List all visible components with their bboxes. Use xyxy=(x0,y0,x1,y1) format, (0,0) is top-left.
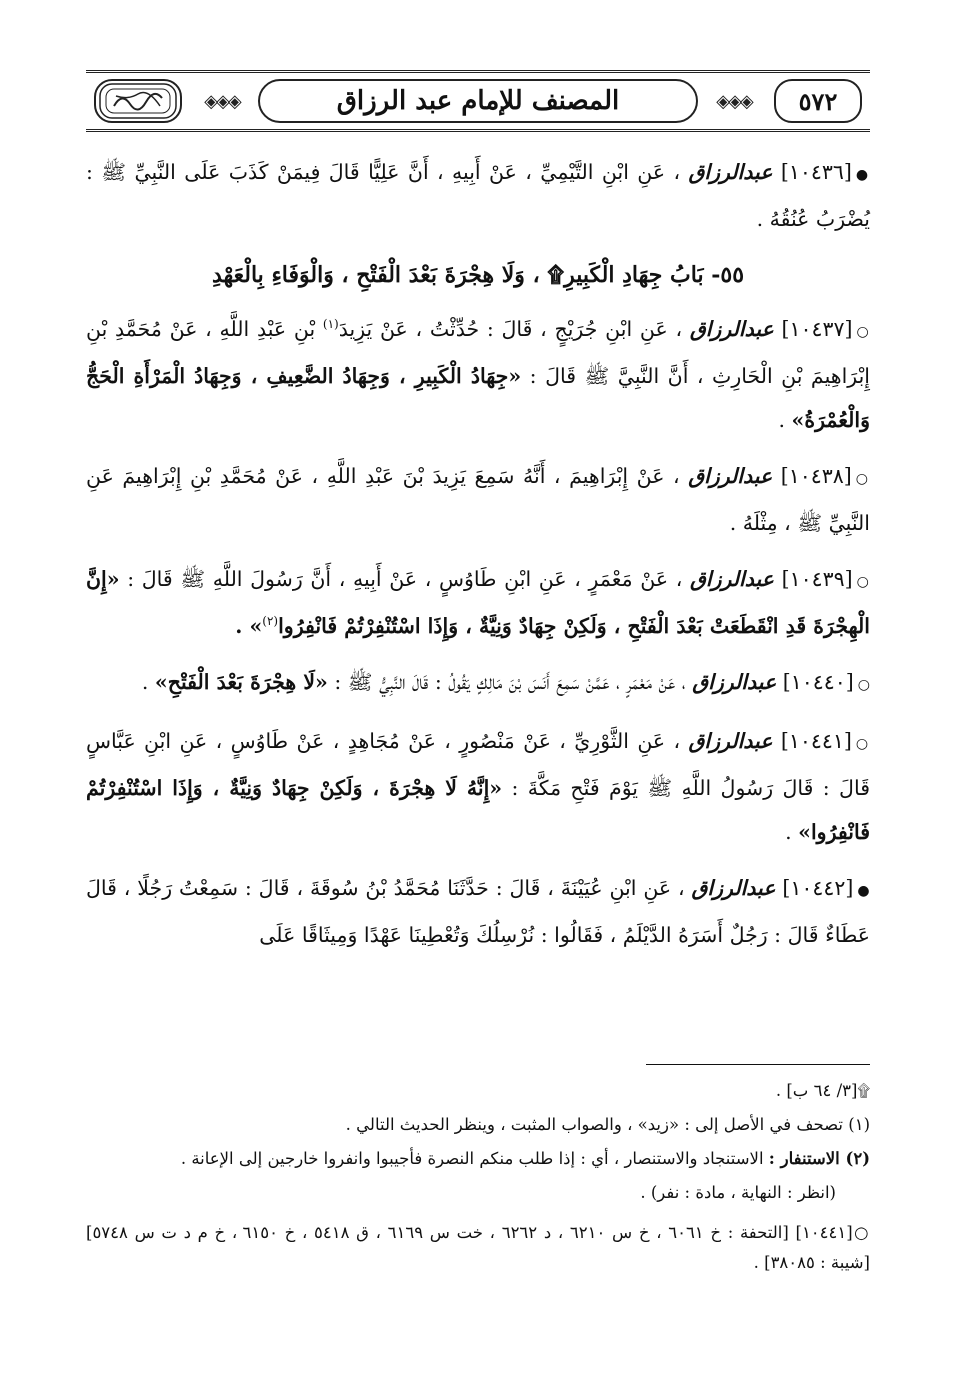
source-name: عبدالرزاق xyxy=(689,567,774,591)
hadith-10437 xyxy=(86,307,870,442)
page-number-frame xyxy=(774,79,862,123)
source-name: عبدالرزاق xyxy=(692,670,777,694)
footnote-1: (١) تصحف في الأصل إلى : «زيد» ، والصواب المثبت ، وينظر الحديث التالي . xyxy=(345,1115,870,1134)
page-number: ٥٧٢ xyxy=(798,86,838,116)
footnote-ref-1[interactable]: (١) xyxy=(322,317,339,332)
main-text xyxy=(86,150,870,969)
footnote-2 xyxy=(86,1144,870,1174)
takhrij-reference: ○[١٠٤٤١] [التحفة : خ ٦٠٦١ ، خ س ٦٢١٠ ، د ٦٢٦٢ ، خت س ٦١٦٩ ، ق ٥٤١٨ ، خ ٦١٥٠ ، خ م د ت س ٥٧٤٨] [شيبة : ٣٨٠٨٥] . xyxy=(86,1223,870,1272)
running-header xyxy=(86,70,870,132)
source-name: عبدالرزاق xyxy=(688,729,773,753)
prophetic-quote: «إِنَّ الْهِجْرَةَ قَدِ انْقَطَعَتْ بَعْدَ الْفَتْحِ ، وَلَكِنْ جِهَادٌ وَنِيَّةٌ ، وَإِذَا اسْتُنْفِرْتُمْ فَانْفِرُوا xyxy=(86,567,870,638)
source-name: عبدالرزاق xyxy=(689,317,774,341)
hadith-end: . xyxy=(785,820,799,844)
footnote-2-term: (٢) الاستنفار : xyxy=(768,1149,870,1168)
hadith-10440 xyxy=(86,660,870,707)
chapter-title: بَابُ جِهَادِ الْكَبِيرِ xyxy=(564,262,704,288)
hadith-end: » . xyxy=(235,614,263,638)
hadith-end: . xyxy=(141,670,155,694)
running-title: المصنف للإمام عبد الرزاق xyxy=(336,86,620,116)
source-name: عبدالرزاق xyxy=(691,876,776,900)
prophetic-quote: «إِنَّهُ لَا هِجْرَةَ ، وَلَكِنْ جِهَادٌ وَنِيَّةٌ ، وَإِذَا اسْتُنْفِرْتُمْ فَانْفِرُوا» xyxy=(86,776,870,844)
hadith-text-cont: بْنِ عَبْدِ اللَّهِ ، عَنْ مُحَمَّدِ بْنِ إِبْرَاهِيمَ بْنِ الْحَارِثِ ، أَنَّ النَّبِيَّ ﷺ قَالَ : xyxy=(86,317,870,388)
hadith-number: [١٠٤٣٩] xyxy=(781,567,853,591)
chapter-number: ٥٥- xyxy=(711,262,745,288)
hadith-number: [١٠٤٣٨] xyxy=(780,464,852,488)
hadith-10442 xyxy=(86,866,870,957)
seal-emblem xyxy=(94,79,182,123)
folio-mark-icon: ۩ xyxy=(547,262,565,288)
hadith-text: ، عَنْ مَعْمَرٍ ، عَمَّنْ سَمِعَ أَنَسَ بْنَ مَالِكٍ يَقُولُ : قَالَ النَّبِيُّ ﷺ : xyxy=(334,670,686,694)
ornament-left-icon: ◈◈◈ xyxy=(204,90,240,112)
footnotes xyxy=(86,1076,870,1278)
hollow-circle-marker: ○ xyxy=(855,736,870,752)
seal-icon xyxy=(98,82,178,120)
hadith-number: [١٠٤٣٧] xyxy=(781,317,853,341)
filled-circle-marker: ● xyxy=(855,167,870,183)
prophetic-quote: «جِهَادُ الْكَبِيرِ ، وَجِهَادُ الضَّعِيفِ ، وَجِهَادُ الْمَرْأَةِ الْحَجُّ وَالْعُمْرَةُ» xyxy=(86,364,870,432)
hollow-circle-marker: ○ xyxy=(857,677,870,693)
hadith-text: ، عَنْ إِبْرَاهِيمَ ، أَنَّهُ سَمِعَ يَزِيدَ بْنَ عَبْدِ اللَّهِ ، عَنْ مُحَمَّدِ بْنِ إِبْرَاهِيمَ عَنِ النَّبِيِّ ﷺ ، مِثْلَهُ . xyxy=(86,464,870,535)
ornament-right-icon: ◈◈◈ xyxy=(716,90,752,112)
hadith-text: ، عَنْ مَعْمَرٍ ، عَنِ ابْنِ طَاوُسٍ ، عَنْ أَبِيهِ ، أَنَّ رَسُولَ اللَّهِ ﷺ قَالَ : xyxy=(127,567,683,591)
folio-note: ۩[٣/ ٦٤ ب] . xyxy=(775,1081,870,1100)
hadith-text: ، عَنِ ابْنِ التَّيْمِيِّ ، عَنْ أَبِيهِ ، أَنَّ عَلِيًّا قَالَ فِيمَنْ كَذَبَ عَلَى النَّبِيِّ ﷺ : يُضْرَبُ عُنُقُهُ . xyxy=(86,160,870,231)
filled-circle-marker: ● xyxy=(857,883,870,899)
hadith-10441 xyxy=(86,719,870,854)
hadith-10436 xyxy=(86,150,870,241)
hadith-10439 xyxy=(86,557,870,648)
footnote-2-text: الاستنجاد والاستنصار ، أي : إذا طلب منكم النصرة فأجيبوا وانفروا خارجين إلى الإعانة . xyxy=(180,1149,764,1168)
hadith-text: ، عَنِ ابْنِ جُرَيْجٍ ، قَالَ : حُدِّثْتُ ، عَنْ يَزِيدَ xyxy=(338,317,683,341)
hadith-text: ، عَنِ الثَّوْرِيِّ ، عَنْ مَنْصُورٍ ، عَنْ مُجَاهِدٍ ، عَنْ طَاوُسٍ ، عَنِ ابْنِ عَبَّاسٍ قَالَ : قَالَ رَسُولُ اللَّهِ ﷺ يَوْمَ فَتْحِ مَكَّةَ : xyxy=(86,729,870,800)
hadith-number: [١٠٤٤٠] xyxy=(782,670,854,694)
prophetic-quote: «لَا هِجْرَةَ بَعْدَ الْفَتْحِ» xyxy=(154,670,328,694)
footnote-2-source: (انظر : النهاية ، مادة : نفر) . xyxy=(640,1183,836,1202)
hadith-10438 xyxy=(86,454,870,545)
hadith-text: ، عَنِ ابْنِ عُيَيْنَةَ ، قَالَ : حَدَّثَنَا مُحَمَّدُ بْنُ سُوقَةَ ، قَالَ : سَمِعْتُ رَجُلًا ، قَالَ عَطَاءٌ قَالَ : رَجُلٌ أَسَرَهُ الدَّيْلَمُ ، فَقَالُوا : نُرْسِلُكَ وَتُعْطِينَا عَهْدًا وَمِيثَاقًا عَلَى xyxy=(86,876,870,947)
footnote-ref-2[interactable]: (٢) xyxy=(262,614,279,629)
chapter-heading xyxy=(86,253,870,297)
hadith-end: . xyxy=(778,408,792,432)
hollow-circle-marker: ○ xyxy=(856,574,870,590)
source-name: عبدالرزاق xyxy=(688,464,773,488)
hollow-circle-marker: ○ xyxy=(856,324,870,340)
hollow-circle-marker: ○ xyxy=(855,471,870,487)
chapter-title-rest: ، وَلَا هِجْرَةَ بَعْدَ الْفَتْحِ ، وَالْوَفَاءِ بِالْعَهْدِ xyxy=(211,262,540,288)
hadith-number: [١٠٤٣٦] xyxy=(780,160,852,184)
hadith-number: [١٠٤٤٢] xyxy=(782,876,854,900)
title-frame xyxy=(258,79,698,123)
source-name: عبدالرزاق xyxy=(688,160,773,184)
footnote-divider xyxy=(646,1064,870,1065)
hadith-number: [١٠٤٤١] xyxy=(780,729,852,753)
